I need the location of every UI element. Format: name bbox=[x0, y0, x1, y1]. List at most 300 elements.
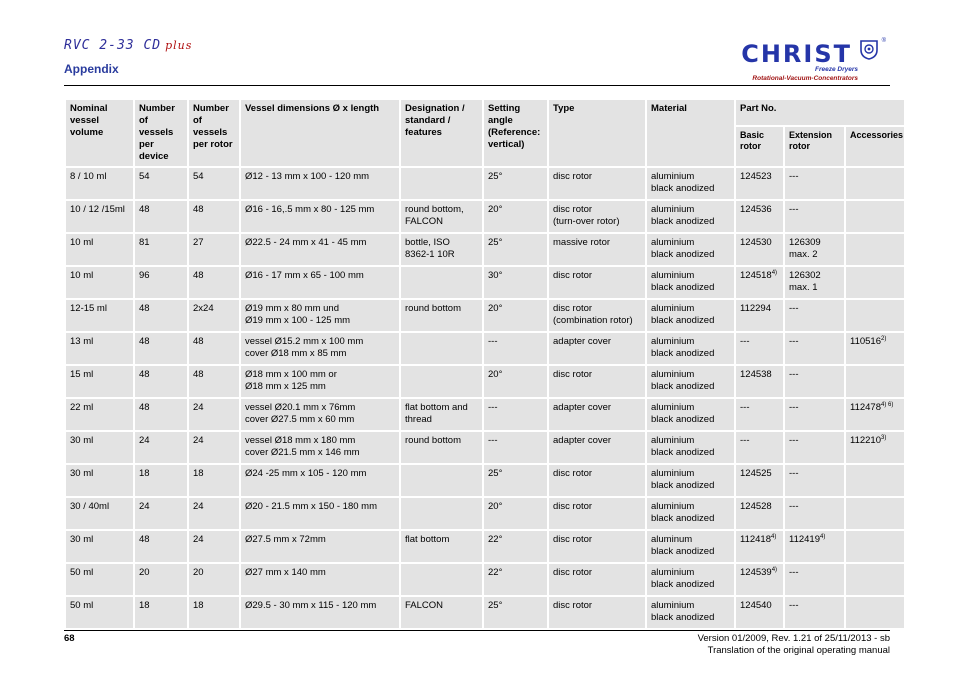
designation-line-1: bottle, ISO bbox=[405, 237, 450, 248]
cell-material bbox=[647, 267, 734, 298]
cell-material bbox=[647, 333, 734, 364]
cell-material bbox=[647, 300, 734, 331]
cell-vessels-device bbox=[135, 300, 187, 331]
material-line-2: black anodized bbox=[651, 480, 715, 491]
cell-volume bbox=[66, 432, 133, 463]
dimensions-line-2: cover Ø21.5 mm x 146 mm bbox=[245, 447, 360, 458]
material-line-2: black anodized bbox=[651, 183, 715, 194]
cell-dimensions bbox=[241, 333, 399, 364]
vessels-rotor-text: 18 bbox=[193, 468, 204, 479]
header-vessels-per-rotor: Number of vessels per rotor bbox=[189, 100, 239, 166]
cell-volume bbox=[66, 333, 133, 364]
vessels-device-text: 18 bbox=[139, 600, 150, 611]
cell-type bbox=[549, 234, 645, 265]
cell-basic-rotor bbox=[736, 399, 783, 430]
cell-basic-rotor bbox=[736, 498, 783, 529]
cell-volume bbox=[66, 564, 133, 595]
volume-text: 30 ml bbox=[70, 468, 94, 479]
vessels-rotor-text: 48 bbox=[193, 204, 204, 215]
translation-text: Translation of the original operating manual bbox=[707, 645, 890, 656]
cell-angle bbox=[484, 333, 547, 364]
cell-type bbox=[549, 399, 645, 430]
cell-basic-rotor bbox=[736, 564, 783, 595]
cell-material bbox=[647, 366, 734, 397]
angle-text: 22° bbox=[488, 534, 503, 545]
basic-rotor-text: 124525 bbox=[740, 468, 772, 479]
dimensions-line-1: Ø16 - 17 mm x 65 - 100 mm bbox=[245, 270, 364, 281]
cell-accessories bbox=[846, 300, 904, 331]
cell-extension-rotor bbox=[785, 498, 844, 529]
angle-text: 20° bbox=[488, 501, 503, 512]
extension-rotor-text: --- bbox=[789, 468, 799, 479]
designation-line-1: round bottom bbox=[405, 435, 461, 446]
vessels-device-text: 18 bbox=[139, 468, 150, 479]
type-line-1: disc rotor bbox=[553, 369, 593, 380]
cell-volume bbox=[66, 234, 133, 265]
extension-rotor-text: --- bbox=[789, 336, 799, 347]
cell-volume bbox=[66, 465, 133, 496]
type-line-1: disc rotor bbox=[553, 501, 593, 512]
vessels-rotor-text: 18 bbox=[193, 600, 204, 611]
material-line-2: black anodized bbox=[651, 249, 715, 260]
cell-angle bbox=[484, 564, 547, 595]
cell-extension-rotor bbox=[785, 531, 844, 562]
logo-tagline-freeze-dryers: Freeze Dryers bbox=[815, 66, 858, 73]
material-line-1: aluminium bbox=[651, 567, 695, 578]
dimensions-line-1: Ø18 mm x 100 mm or bbox=[245, 369, 337, 380]
dimensions-line-1: Ø27 mm x 140 mm bbox=[245, 567, 326, 578]
basic-rotor-footnote: 4) bbox=[771, 566, 778, 573]
header-part-no: Part No. bbox=[736, 100, 904, 125]
cell-vessels-rotor bbox=[189, 531, 239, 562]
vessels-device-text: 20 bbox=[139, 567, 150, 578]
basic-rotor-text: 112294 bbox=[740, 303, 771, 314]
basic-rotor-text: 124538 bbox=[740, 369, 772, 380]
type-line-1: massive rotor bbox=[553, 237, 611, 248]
cell-vessels-rotor bbox=[189, 201, 239, 232]
type-line-1: disc rotor bbox=[553, 270, 593, 281]
vessels-rotor-text: 24 bbox=[193, 435, 204, 446]
table-row bbox=[66, 597, 904, 628]
accessories-text: 112210 bbox=[850, 435, 881, 446]
cell-volume bbox=[66, 201, 133, 232]
table-row bbox=[66, 531, 904, 562]
cell-accessories bbox=[846, 201, 904, 232]
material-line-2: black anodized bbox=[651, 579, 715, 590]
cell-vessels-rotor bbox=[189, 267, 239, 298]
cell-type bbox=[549, 564, 645, 595]
cell-type bbox=[549, 333, 645, 364]
extension-rotor-text: --- bbox=[789, 303, 799, 314]
cell-extension-rotor bbox=[785, 399, 844, 430]
dimensions-line-2: cover Ø27.5 mm x 60 mm bbox=[245, 414, 355, 425]
cell-designation bbox=[401, 597, 482, 628]
extension-rotor-text: 126309 bbox=[789, 237, 821, 248]
cell-extension-rotor bbox=[785, 234, 844, 265]
angle-text: --- bbox=[488, 336, 498, 347]
dimensions-line-1: Ø22.5 - 24 mm x 41 - 45 mm bbox=[245, 237, 367, 248]
vessels-device-text: 48 bbox=[139, 303, 150, 314]
cell-basic-rotor bbox=[736, 234, 783, 265]
cell-designation bbox=[401, 465, 482, 496]
accessories-footnote: 4) 6) bbox=[881, 401, 894, 408]
vessels-rotor-text: 24 bbox=[193, 534, 204, 545]
table-row bbox=[66, 267, 904, 298]
material-line-2: black anodized bbox=[651, 414, 715, 425]
cell-accessories bbox=[846, 498, 904, 529]
dimensions-line-1: Ø16 - 16,.5 mm x 80 - 125 mm bbox=[245, 204, 375, 215]
cell-accessories bbox=[846, 267, 904, 298]
cell-type bbox=[549, 597, 645, 628]
cell-angle bbox=[484, 366, 547, 397]
cell-material bbox=[647, 201, 734, 232]
table-row bbox=[66, 465, 904, 496]
cell-basic-rotor bbox=[736, 366, 783, 397]
angle-text: 25° bbox=[488, 171, 503, 182]
header-volume: Nominal vessel volume bbox=[66, 100, 133, 166]
dimensions-line-2: Ø18 mm x 125 mm bbox=[245, 381, 326, 392]
cell-accessories bbox=[846, 564, 904, 595]
cell-designation bbox=[401, 201, 482, 232]
cell-volume bbox=[66, 399, 133, 430]
cell-vessels-rotor bbox=[189, 465, 239, 496]
volume-text: 50 ml bbox=[70, 567, 94, 578]
vessels-rotor-text: 54 bbox=[193, 171, 204, 182]
volume-text: 13 ml bbox=[70, 336, 94, 347]
vessels-rotor-text: 48 bbox=[193, 336, 204, 347]
cell-basic-rotor bbox=[736, 465, 783, 496]
basic-rotor-text: 124540 bbox=[740, 600, 772, 611]
angle-text: --- bbox=[488, 435, 498, 446]
material-line-2: black anodized bbox=[651, 513, 715, 524]
cell-designation bbox=[401, 531, 482, 562]
material-line-2: black anodized bbox=[651, 282, 715, 293]
vessels-rotor-text: 48 bbox=[193, 270, 204, 281]
material-line-2: black anodized bbox=[651, 447, 715, 458]
vessels-device-text: 48 bbox=[139, 204, 150, 215]
dimensions-line-2: cover Ø18 mm x 85 mm bbox=[245, 348, 347, 359]
header-designation: Designation / standard / features bbox=[401, 100, 482, 166]
material-line-1: aluminium bbox=[651, 600, 695, 611]
header-vessels-per-device: Number of vessels per device bbox=[135, 100, 187, 166]
cell-extension-rotor bbox=[785, 465, 844, 496]
angle-text: --- bbox=[488, 402, 498, 413]
cell-dimensions bbox=[241, 168, 399, 199]
cell-dimensions bbox=[241, 267, 399, 298]
cell-vessels-rotor bbox=[189, 432, 239, 463]
cell-vessels-device bbox=[135, 465, 187, 496]
cell-extension-rotor bbox=[785, 564, 844, 595]
type-line-1: disc rotor bbox=[553, 567, 593, 578]
dimensions-line-1: vessel Ø20.1 mm x 76mm bbox=[245, 402, 356, 413]
material-line-1: aluminium bbox=[651, 303, 695, 314]
footer-rule bbox=[64, 630, 890, 631]
cell-dimensions bbox=[241, 498, 399, 529]
designation-line-1: round bottom, bbox=[405, 204, 464, 215]
material-line-1: aluminum bbox=[651, 534, 693, 545]
vessels-rotor-text: 24 bbox=[193, 501, 204, 512]
table-header-row bbox=[66, 100, 904, 125]
accessories-footnote: 2) bbox=[881, 335, 887, 342]
cell-basic-rotor bbox=[736, 168, 783, 199]
cell-material bbox=[647, 597, 734, 628]
basic-rotor-text: 124530 bbox=[740, 237, 772, 248]
material-line-2: black anodized bbox=[651, 381, 715, 392]
cell-basic-rotor bbox=[736, 333, 783, 364]
cell-volume bbox=[66, 300, 133, 331]
extension-rotor-text: --- bbox=[789, 171, 799, 182]
cell-vessels-device bbox=[135, 168, 187, 199]
vessels-device-text: 48 bbox=[139, 369, 150, 380]
cell-basic-rotor bbox=[736, 597, 783, 628]
dimensions-line-1: vessel Ø18 mm x 180 mm bbox=[245, 435, 356, 446]
cell-volume bbox=[66, 366, 133, 397]
cell-vessels-rotor bbox=[189, 300, 239, 331]
material-line-1: aluminium bbox=[651, 435, 695, 446]
volume-text: 10 ml bbox=[70, 270, 94, 281]
extension-rotor-text: --- bbox=[789, 369, 799, 380]
cell-type bbox=[549, 300, 645, 331]
basic-rotor-text: 124539 bbox=[740, 567, 772, 578]
cell-vessels-device bbox=[135, 366, 187, 397]
cell-vessels-rotor bbox=[189, 399, 239, 430]
angle-text: 20° bbox=[488, 204, 503, 215]
cell-accessories bbox=[846, 465, 904, 496]
table-row bbox=[66, 234, 904, 265]
cell-basic-rotor bbox=[736, 432, 783, 463]
volume-text: 30 ml bbox=[70, 534, 94, 545]
cell-type bbox=[549, 432, 645, 463]
cell-accessories bbox=[846, 168, 904, 199]
cell-dimensions bbox=[241, 201, 399, 232]
angle-text: 25° bbox=[488, 468, 503, 479]
cell-basic-rotor bbox=[736, 531, 783, 562]
vessels-rotor-text: 20 bbox=[193, 567, 204, 578]
designation-line-2: thread bbox=[405, 414, 432, 425]
header-accessories: Accessories bbox=[846, 127, 904, 166]
table-row bbox=[66, 366, 904, 397]
basic-rotor-footnote: 4) bbox=[771, 269, 778, 276]
cell-extension-rotor bbox=[785, 267, 844, 298]
cell-type bbox=[549, 168, 645, 199]
table-row bbox=[66, 333, 904, 364]
cell-accessories bbox=[846, 333, 904, 364]
cell-extension-rotor bbox=[785, 168, 844, 199]
basic-rotor-text: --- bbox=[740, 336, 750, 347]
logo-wordmark: CHRIST bbox=[741, 40, 852, 68]
cell-vessels-device bbox=[135, 333, 187, 364]
vessel-table bbox=[64, 98, 906, 630]
vessels-rotor-text: 27 bbox=[193, 237, 204, 248]
dimensions-line-1: vessel Ø15.2 mm x 100 mm bbox=[245, 336, 364, 347]
extension-rotor-text: --- bbox=[789, 501, 799, 512]
vessels-rotor-text: 2x24 bbox=[193, 303, 214, 314]
material-line-1: aluminium bbox=[651, 336, 695, 347]
header-extension-rotor: Extension rotor bbox=[785, 127, 844, 166]
basic-rotor-text: 124536 bbox=[740, 204, 772, 215]
cell-extension-rotor bbox=[785, 201, 844, 232]
cell-vessels-device bbox=[135, 498, 187, 529]
cell-accessories bbox=[846, 399, 904, 430]
logo-tagline-rvc: Rotational-Vacuum-Concentrators bbox=[752, 75, 858, 82]
cell-vessels-device bbox=[135, 531, 187, 562]
material-line-1: aluminium bbox=[651, 501, 695, 512]
cell-designation bbox=[401, 267, 482, 298]
cell-extension-rotor bbox=[785, 366, 844, 397]
dimensions-line-1: Ø19 mm x 80 mm und bbox=[245, 303, 339, 314]
dimensions-line-1: Ø20 - 21.5 mm x 150 - 180 mm bbox=[245, 501, 377, 512]
vessels-device-text: 96 bbox=[139, 270, 150, 281]
material-line-1: aluminium bbox=[651, 171, 695, 182]
cell-dimensions bbox=[241, 465, 399, 496]
basic-rotor-text: 124518 bbox=[740, 270, 772, 281]
cell-extension-rotor bbox=[785, 300, 844, 331]
cell-vessels-device bbox=[135, 201, 187, 232]
cell-vessels-rotor bbox=[189, 597, 239, 628]
extension-rotor-text: --- bbox=[789, 204, 799, 215]
cell-type bbox=[549, 498, 645, 529]
cell-designation bbox=[401, 333, 482, 364]
header-type: Type bbox=[549, 100, 645, 166]
angle-text: 25° bbox=[488, 600, 503, 611]
cell-material bbox=[647, 564, 734, 595]
cell-angle bbox=[484, 432, 547, 463]
material-line-2: black anodized bbox=[651, 216, 715, 227]
cell-volume bbox=[66, 597, 133, 628]
cell-designation bbox=[401, 432, 482, 463]
header-basic-rotor: Basic rotor bbox=[736, 127, 783, 166]
cell-material bbox=[647, 234, 734, 265]
vessels-rotor-text: 48 bbox=[193, 369, 204, 380]
basic-rotor-text: 124528 bbox=[740, 501, 772, 512]
cell-dimensions bbox=[241, 597, 399, 628]
cell-angle bbox=[484, 498, 547, 529]
designation-line-1: flat bottom and bbox=[405, 402, 468, 413]
dimensions-line-1: Ø27.5 mm x 72mm bbox=[245, 534, 326, 545]
type-line-2: (turn-over rotor) bbox=[553, 216, 620, 227]
extension-rotor-note: max. 2 bbox=[789, 249, 818, 260]
cell-basic-rotor bbox=[736, 267, 783, 298]
cell-type bbox=[549, 531, 645, 562]
cell-vessels-rotor bbox=[189, 498, 239, 529]
designation-line-1: round bottom bbox=[405, 303, 461, 314]
extension-rotor-text: 112419 bbox=[789, 534, 820, 545]
version-text: Version 01/2009, Rev. 1.21 of 25/11/2013 - sb bbox=[697, 633, 890, 644]
accessories-text: 112478 bbox=[850, 402, 881, 413]
angle-text: 22° bbox=[488, 567, 503, 578]
cell-angle bbox=[484, 531, 547, 562]
cell-vessels-device bbox=[135, 399, 187, 430]
cell-angle bbox=[484, 465, 547, 496]
cell-material bbox=[647, 399, 734, 430]
designation-line-1: flat bottom bbox=[405, 534, 450, 545]
cell-basic-rotor bbox=[736, 300, 783, 331]
cell-material bbox=[647, 465, 734, 496]
cell-vessels-rotor bbox=[189, 366, 239, 397]
cell-accessories bbox=[846, 234, 904, 265]
cell-vessels-rotor bbox=[189, 168, 239, 199]
table-row bbox=[66, 168, 904, 199]
dimensions-line-1: Ø29.5 - 30 mm x 115 - 120 mm bbox=[245, 600, 377, 611]
table-row bbox=[66, 201, 904, 232]
angle-text: 20° bbox=[488, 369, 503, 380]
table-row bbox=[66, 432, 904, 463]
cell-vessels-rotor bbox=[189, 333, 239, 364]
extension-rotor-text: --- bbox=[789, 435, 799, 446]
christ-logo bbox=[730, 36, 890, 84]
cell-accessories bbox=[846, 366, 904, 397]
cell-type bbox=[549, 465, 645, 496]
cell-type bbox=[549, 267, 645, 298]
cell-volume bbox=[66, 168, 133, 199]
table-row bbox=[66, 399, 904, 430]
cell-basic-rotor bbox=[736, 201, 783, 232]
material-line-1: aluminium bbox=[651, 402, 695, 413]
volume-text: 12-15 ml bbox=[70, 303, 107, 314]
volume-text: 8 / 10 ml bbox=[70, 171, 107, 182]
angle-text: 25° bbox=[488, 237, 503, 248]
material-line-2: black anodized bbox=[651, 315, 715, 326]
header-dimensions: Vessel dimensions Ø x length bbox=[241, 100, 399, 166]
basic-rotor-text: --- bbox=[740, 435, 750, 446]
type-line-1: adapter cover bbox=[553, 336, 612, 347]
accessories-footnote: 3) bbox=[881, 434, 887, 441]
cell-vessels-device bbox=[135, 597, 187, 628]
header-angle: Setting angle (Reference: vertical) bbox=[484, 100, 547, 166]
cell-vessels-device bbox=[135, 267, 187, 298]
cell-accessories bbox=[846, 597, 904, 628]
type-line-1: disc rotor bbox=[553, 600, 593, 611]
type-line-1: disc rotor bbox=[553, 534, 593, 545]
cell-designation bbox=[401, 168, 482, 199]
cell-designation bbox=[401, 564, 482, 595]
dimensions-line-2: Ø19 mm x 100 - 125 mm bbox=[245, 315, 351, 326]
shield-icon bbox=[860, 40, 878, 60]
dimensions-line-1: Ø12 - 13 mm x 100 - 120 mm bbox=[245, 171, 370, 182]
angle-text: 30° bbox=[488, 270, 503, 281]
table-row bbox=[66, 498, 904, 529]
basic-rotor-footnote: 4) bbox=[771, 533, 777, 540]
volume-text: 15 ml bbox=[70, 369, 94, 380]
type-line-1: disc rotor bbox=[553, 171, 593, 182]
extension-rotor-text: 126302 bbox=[789, 270, 821, 281]
model-name bbox=[64, 38, 192, 53]
vessels-rotor-text: 24 bbox=[193, 402, 204, 413]
designation-line-1: FALCON bbox=[405, 600, 444, 611]
cell-designation bbox=[401, 399, 482, 430]
vessels-device-text: 24 bbox=[139, 501, 150, 512]
cell-angle bbox=[484, 234, 547, 265]
cell-vessels-rotor bbox=[189, 564, 239, 595]
type-line-1: adapter cover bbox=[553, 402, 612, 413]
volume-text: 22 ml bbox=[70, 402, 94, 413]
cell-type bbox=[549, 201, 645, 232]
page-number: 68 bbox=[64, 633, 75, 644]
cell-material bbox=[647, 498, 734, 529]
material-line-2: black anodized bbox=[651, 546, 715, 557]
cell-angle bbox=[484, 201, 547, 232]
vessels-device-text: 54 bbox=[139, 171, 150, 182]
page-header bbox=[64, 36, 890, 86]
cell-accessories bbox=[846, 531, 904, 562]
material-line-1: aluminium bbox=[651, 204, 695, 215]
cell-volume bbox=[66, 531, 133, 562]
section-title: Appendix bbox=[64, 62, 119, 76]
cell-angle bbox=[484, 597, 547, 628]
type-line-1: adapter cover bbox=[553, 435, 612, 446]
vessels-device-text: 24 bbox=[139, 435, 150, 446]
basic-rotor-text: --- bbox=[740, 402, 750, 413]
